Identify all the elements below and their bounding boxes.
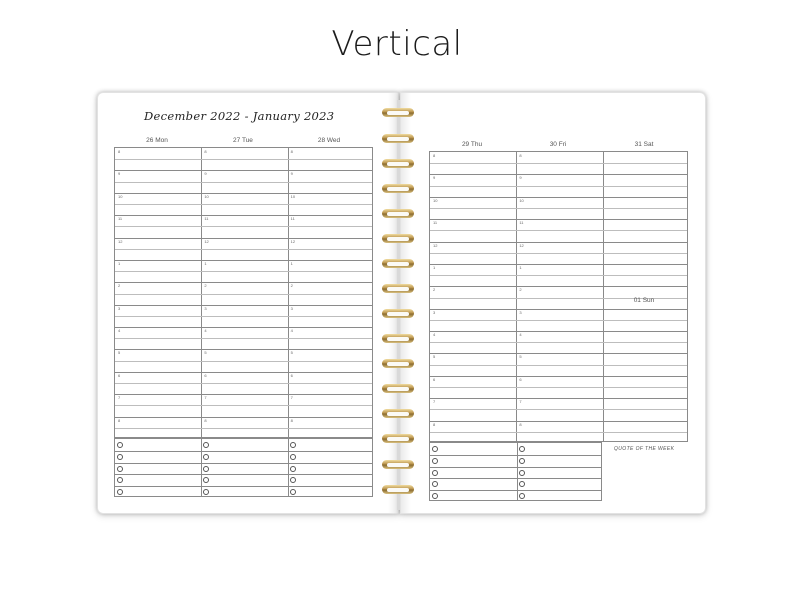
binding-coil — [382, 184, 414, 193]
hour-label: 6 — [290, 372, 293, 378]
binding-coil — [382, 460, 414, 469]
hour-label: 6 — [204, 372, 207, 378]
hour-label: 1 — [118, 260, 121, 266]
coil-hole — [387, 437, 409, 441]
checkbox-circle-icon — [290, 466, 296, 472]
hour-label: 10 — [118, 193, 123, 199]
checkbox-circle-icon — [519, 481, 525, 487]
checkbox-circle-icon — [117, 477, 123, 483]
hour-label: 9 — [118, 171, 121, 177]
hour-line — [115, 327, 372, 328]
coil-hole — [387, 312, 409, 316]
checkbox-circle-icon — [203, 489, 209, 495]
binding-coil — [382, 159, 414, 168]
checkbox-circle-icon — [519, 458, 525, 464]
hour-label: 5 — [519, 354, 522, 360]
binding-coil — [382, 209, 414, 218]
todo-row-line — [430, 490, 601, 491]
hour-label: 7 — [118, 395, 121, 401]
binding-coil — [382, 485, 414, 494]
hour-line — [430, 242, 687, 243]
half-hour-line — [115, 249, 372, 250]
checkbox-circle-icon — [432, 481, 438, 487]
checkbox-circle-icon — [290, 489, 296, 495]
hour-line — [115, 238, 372, 239]
binding-coil — [382, 284, 414, 293]
hour-line — [115, 215, 372, 216]
hour-label: 7 — [433, 399, 436, 405]
half-hour-line — [115, 182, 372, 183]
hour-label: 4 — [118, 328, 121, 334]
half-hour-line — [430, 208, 687, 209]
todo-row-line — [115, 463, 372, 464]
hour-label: 6 — [118, 372, 121, 378]
hour-label: 4 — [519, 332, 522, 338]
checkbox-circle-icon — [203, 466, 209, 472]
hour-label: 1 — [433, 264, 436, 270]
checkbox-circle-icon — [519, 446, 525, 452]
day-header-thu: 29 Thu — [461, 141, 483, 148]
day-header-mon: 26 Mon — [146, 137, 168, 144]
half-hour-line — [430, 320, 687, 321]
checkbox-circle-icon — [203, 454, 209, 460]
hour-label: 12 — [290, 238, 296, 244]
hour-line — [115, 305, 372, 306]
hour-label: 6 — [433, 376, 436, 382]
checkbox-circle-icon — [519, 470, 525, 476]
binding-coil — [382, 384, 414, 393]
hour-label: 8 — [433, 153, 436, 158]
half-hour-line — [115, 316, 372, 317]
hour-label: 8 — [433, 421, 436, 427]
binding-coil — [382, 259, 414, 268]
checkbox-circle-icon — [117, 454, 123, 460]
hour-label: 1 — [519, 264, 522, 270]
hour-label: 8 — [204, 417, 207, 423]
hour-label: 2 — [118, 283, 121, 289]
hour-label: 11 — [204, 216, 209, 222]
half-hour-line — [430, 186, 687, 187]
hour-line — [430, 309, 687, 310]
checkbox-circle-icon — [290, 454, 296, 460]
hour-label: 12 — [118, 238, 123, 244]
coil-hole — [387, 137, 409, 141]
day-header-sun: 01 Sun — [633, 297, 655, 304]
hour-line — [115, 282, 372, 283]
todo-row-line — [430, 455, 601, 456]
hour-label: 5 — [204, 350, 207, 356]
half-hour-line — [430, 163, 687, 164]
hour-label: 6 — [519, 376, 522, 382]
checkbox-circle-icon — [203, 442, 209, 448]
checkbox-circle-icon — [432, 493, 438, 499]
todo-row-line — [115, 474, 372, 475]
hour-line — [430, 353, 687, 354]
coil-hole — [387, 362, 409, 366]
hour-label: 12 — [433, 242, 438, 248]
todo-row-line — [115, 451, 372, 452]
hour-label: 5 — [118, 350, 121, 356]
coil-hole — [387, 187, 409, 191]
hour-label: 2 — [433, 287, 436, 293]
binding-coil — [382, 134, 414, 143]
hour-label: 8 — [290, 417, 293, 423]
hour-line — [115, 349, 372, 350]
half-hour-line — [430, 387, 687, 388]
binding-coil — [382, 359, 414, 368]
coil-hole — [387, 387, 409, 391]
hour-label: 8 — [118, 149, 121, 154]
hour-label: 10 — [204, 193, 209, 199]
hour-label: 8 — [118, 417, 121, 423]
hour-label: 7 — [290, 395, 293, 401]
hour-label: 11 — [118, 216, 123, 222]
todo-row-line — [430, 467, 601, 468]
hour-label: 3 — [433, 309, 436, 315]
right-todo-grid — [429, 442, 602, 501]
checkbox-circle-icon — [290, 477, 296, 483]
hour-label: 3 — [519, 309, 522, 315]
hour-label: 8 — [204, 149, 207, 154]
binding-coil — [382, 309, 414, 318]
half-hour-line — [430, 409, 687, 410]
hour-label: 2 — [290, 283, 293, 289]
half-hour-line — [430, 275, 687, 276]
hour-line — [430, 398, 687, 399]
half-hour-line — [430, 230, 687, 231]
hour-line — [430, 197, 687, 198]
hour-label: 8 — [519, 153, 522, 158]
half-hour-line — [115, 338, 372, 339]
hour-label: 8 — [290, 149, 293, 154]
binding-coil — [382, 234, 414, 243]
coil-hole — [387, 463, 409, 467]
hour-label: 10 — [433, 197, 438, 203]
checkbox-circle-icon — [432, 470, 438, 476]
binding-coil — [382, 334, 414, 343]
hour-label: 1 — [290, 260, 293, 266]
day-header-wed: 28 Wed — [317, 137, 341, 144]
day-header-tue: 27 Tue — [233, 137, 253, 144]
coil-hole — [387, 262, 409, 266]
coil-hole — [387, 488, 409, 492]
checkbox-circle-icon — [432, 458, 438, 464]
todo-row-line — [115, 486, 372, 487]
week-title: December 2022 - January 2023 — [144, 109, 335, 123]
hour-label: 12 — [204, 238, 209, 244]
checkbox-circle-icon — [519, 493, 525, 499]
checkbox-circle-icon — [432, 446, 438, 452]
page-heading: Vertical — [331, 24, 463, 64]
half-hour-line — [430, 342, 687, 343]
todo-column-divider — [517, 443, 518, 500]
hour-label: 5 — [433, 354, 436, 360]
right-planner-page — [400, 92, 706, 514]
half-hour-line — [115, 204, 372, 205]
hour-line — [430, 331, 687, 332]
hour-label: 9 — [433, 175, 436, 181]
half-hour-line — [430, 365, 687, 366]
binding-coil — [382, 108, 414, 117]
left-planner-page — [97, 92, 399, 514]
coil-hole — [387, 287, 409, 291]
coil-hole — [387, 162, 409, 166]
hour-label: 7 — [204, 395, 207, 401]
day-header-sat: 31 Sat — [634, 141, 654, 148]
hour-line — [115, 260, 372, 261]
half-hour-line — [115, 383, 372, 384]
hour-line — [430, 219, 687, 220]
hour-label: 10 — [290, 193, 296, 199]
hour-line — [430, 376, 687, 377]
hour-line — [115, 417, 372, 418]
todo-column-divider — [288, 439, 289, 496]
half-hour-line — [115, 405, 372, 406]
left-hourly-grid — [114, 147, 373, 438]
todo-row-line — [430, 478, 601, 479]
day-header-fri: 30 Fri — [549, 141, 567, 148]
hour-label: 8 — [519, 421, 522, 427]
quote-of-the-week-label: QUOTE OF THE WEEK — [614, 446, 675, 452]
hour-label: 11 — [290, 216, 295, 222]
hour-label: 10 — [519, 197, 524, 203]
hour-label: 9 — [519, 175, 522, 181]
hour-label: 11 — [519, 220, 524, 226]
half-hour-line — [115, 428, 372, 429]
checkbox-circle-icon — [117, 489, 123, 495]
half-hour-line — [430, 432, 687, 433]
hour-line — [430, 421, 687, 422]
hour-line — [430, 174, 687, 175]
hour-label: 3 — [118, 305, 121, 311]
hour-label: 4 — [204, 328, 207, 334]
half-hour-line — [115, 159, 372, 160]
half-hour-line — [115, 226, 372, 227]
coil-hole — [387, 111, 409, 115]
hour-label: 3 — [290, 305, 293, 311]
hour-label: 3 — [204, 305, 207, 311]
hour-label: 9 — [204, 171, 207, 177]
coil-hole — [387, 237, 409, 241]
hour-line — [430, 264, 687, 265]
checkbox-circle-icon — [117, 442, 123, 448]
hour-label: 11 — [433, 220, 438, 226]
hour-label: 4 — [433, 332, 436, 338]
coil-hole — [387, 212, 409, 216]
hour-label: 9 — [290, 171, 293, 177]
half-hour-line — [430, 253, 687, 254]
hour-line — [115, 193, 372, 194]
spiral-binding — [380, 100, 416, 510]
binding-coil — [382, 409, 414, 418]
checkbox-circle-icon — [203, 477, 209, 483]
left-todo-grid — [114, 438, 373, 497]
binding-coil — [382, 434, 414, 443]
half-hour-line — [115, 361, 372, 362]
half-hour-line — [115, 271, 372, 272]
hour-label: 5 — [290, 350, 293, 356]
checkbox-circle-icon — [290, 442, 296, 448]
hour-label: 12 — [519, 242, 524, 248]
hour-label: 7 — [519, 399, 522, 405]
hour-label: 4 — [290, 328, 293, 334]
hour-label: 2 — [519, 287, 522, 293]
checkbox-circle-icon — [117, 466, 123, 472]
coil-hole — [387, 412, 409, 416]
hour-line — [115, 394, 372, 395]
half-hour-line — [115, 294, 372, 295]
hour-line — [115, 170, 372, 171]
hour-label: 1 — [204, 260, 207, 266]
hour-line — [430, 286, 687, 287]
hour-line — [115, 372, 372, 373]
todo-column-divider — [201, 439, 202, 496]
coil-hole — [387, 337, 409, 341]
hour-label: 2 — [204, 283, 207, 289]
